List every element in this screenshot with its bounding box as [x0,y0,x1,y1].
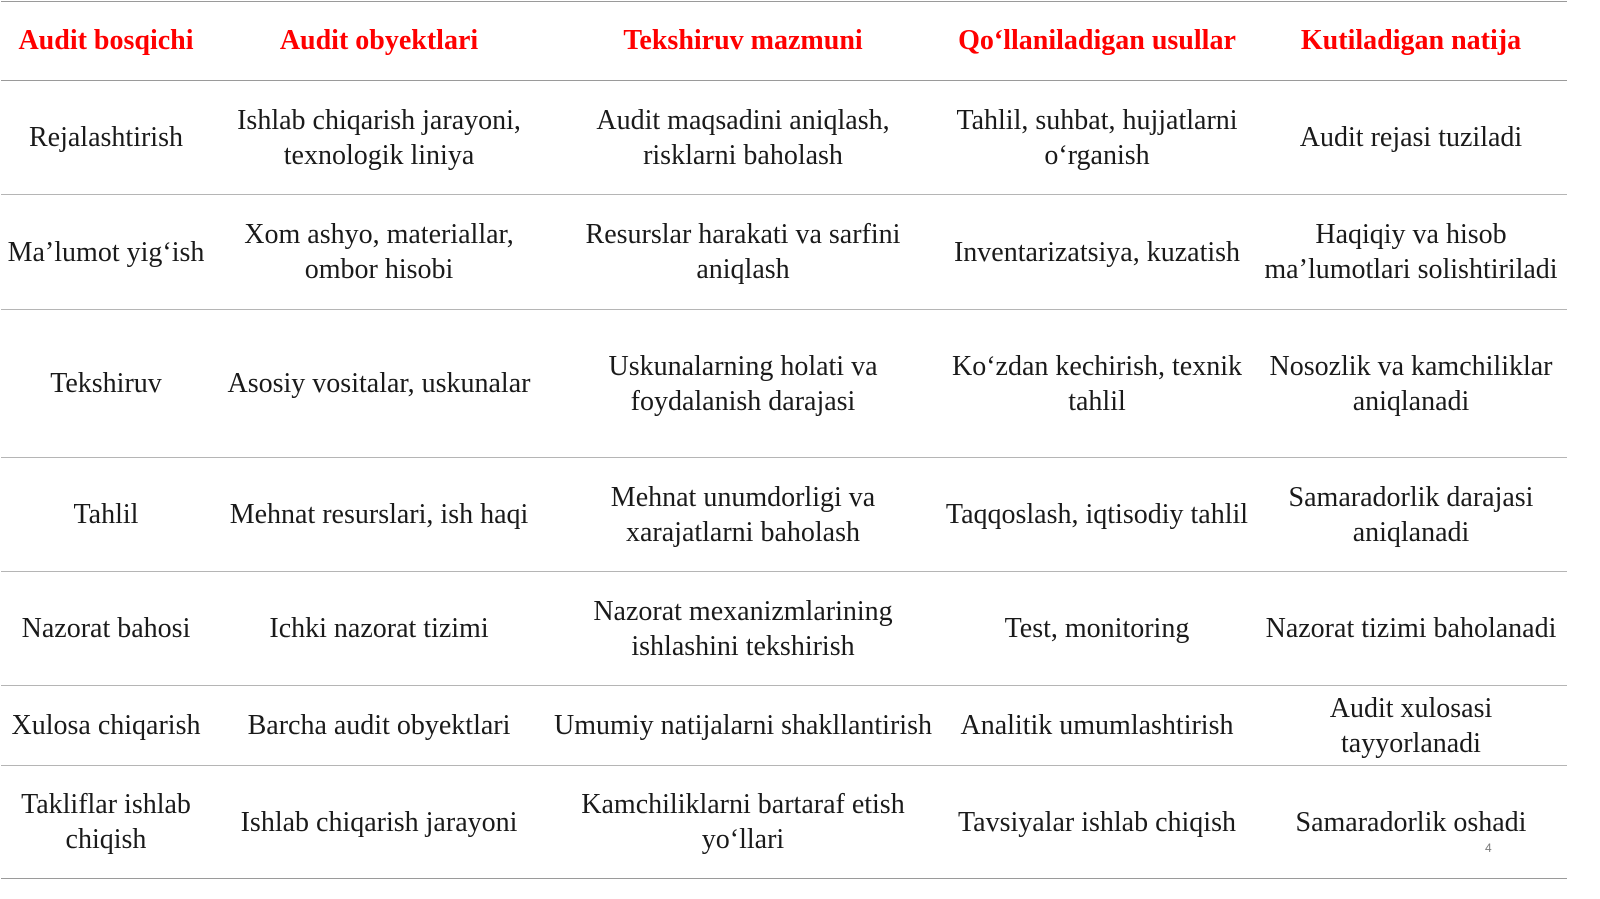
cell-methods: Analitik umumlashtirish [939,686,1255,766]
table-row [1,81,1567,195]
cell-objects: Ichki nazorat tizimi [211,572,547,686]
cell-result: Audit rejasi tuziladi [1255,81,1567,195]
table-row [1,686,1567,766]
cell-result: Samaradorlik darajasi aniqlanadi [1255,458,1567,572]
cell-methods: Taqqoslash, iqtisodiy tahlil [939,458,1255,572]
cell-objects: Ishlab chiqarish jarayoni [211,766,547,879]
cell-objects: Barcha audit obyektlari [211,686,547,766]
cell-methods: Ko‘zdan kechirish, texnik tahlil [939,310,1255,458]
cell-content: Uskunalarning holati va foydalanish darajasi [547,310,939,458]
cell-stage: Takliflar ishlab chiqish [1,766,211,879]
table-row [1,310,1567,458]
cell-stage: Tekshiruv [1,310,211,458]
cell-content: Nazorat mexanizmlarining ishlashini tekshirish [547,572,939,686]
cell-stage: Tahlil [1,458,211,572]
header-audit-objects: Audit obyektlari [211,2,547,81]
audit-stages-table [1,1,1567,879]
cell-result: Haqiqiy va hisob ma’lumotlari solishtiriladi [1255,195,1567,310]
table-row [1,572,1567,686]
table-row [1,766,1567,879]
cell-content: Kamchiliklarni bartaraf etish yo‘llari [547,766,939,879]
header-expected-result: Kutiladigan natija [1255,2,1567,81]
cell-stage: Ma’lumot yig‘ish [1,195,211,310]
table-row [1,458,1567,572]
cell-methods: Tahlil, suhbat, hujjatlarni o‘rganish [939,81,1255,195]
cell-stage: Xulosa chiqarish [1,686,211,766]
cell-content: Resurslar harakati va sarfini aniqlash [547,195,939,310]
cell-result: Samaradorlik oshadi [1255,766,1567,879]
cell-methods: Test, monitoring [939,572,1255,686]
cell-objects: Mehnat resurslari, ish haqi [211,458,547,572]
header-audit-stage: Audit bosqichi [1,2,211,81]
cell-content: Audit maqsadini aniqlash, risklarni baholash [547,81,939,195]
cell-result: Nosozlik va kamchiliklar aniqlanadi [1255,310,1567,458]
cell-stage: Nazorat bahosi [1,572,211,686]
cell-methods: Inventarizatsiya, kuzatish [939,195,1255,310]
header-inspection-content: Tekshiruv mazmuni [547,2,939,81]
cell-result: Audit xulosasi tayyorlanadi [1255,686,1567,766]
cell-objects: Xom ashyo, materiallar, ombor hisobi [211,195,547,310]
header-methods-used: Qo‘llaniladigan usullar [939,2,1255,81]
cell-content: Mehnat unumdorligi va xarajatlarni baholash [547,458,939,572]
header-row [1,2,1567,81]
page-number: 4 [1485,841,1492,855]
cell-methods: Tavsiyalar ishlab chiqish [939,766,1255,879]
cell-content: Umumiy natijalarni shakllantirish [547,686,939,766]
table-row [1,195,1567,310]
cell-objects: Asosiy vositalar, uskunalar [211,310,547,458]
cell-stage: Rejalashtirish [1,81,211,195]
cell-result: Nazorat tizimi baholanadi [1255,572,1567,686]
cell-objects: Ishlab chiqarish jarayoni, texnologik liniya [211,81,547,195]
